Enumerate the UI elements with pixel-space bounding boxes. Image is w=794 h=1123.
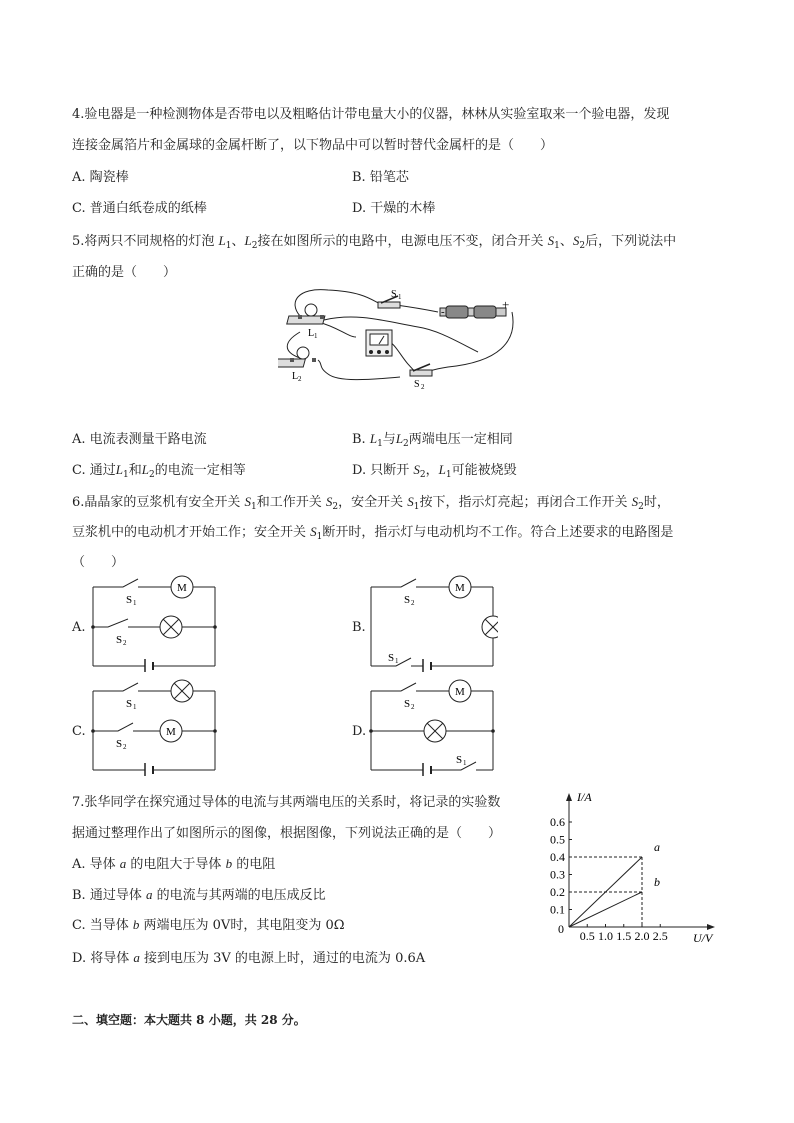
section-2-title: 二、填空题：本大题共 8 小题，共 28 分。 — [72, 1013, 306, 1027]
battery-icon — [440, 306, 506, 318]
q6-stem-line2: 豆浆机中的电动机才开始工作；安全开关 $S_1$断开时，指示灯与电动机均不工作。符合上述要求的电路图是 — [72, 524, 674, 542]
x-tick-label: 2.5 — [652, 929, 668, 943]
q6-circuit-a[interactable] — [88, 572, 220, 672]
q4-option-b[interactable]: B. 铅笔芯 — [352, 170, 409, 185]
q7-option-d[interactable]: D. 将导体 a 接到电压为 3V 的电源上时，通过的电流为 0.6A — [72, 950, 426, 966]
q6-circuit-d[interactable] — [366, 676, 498, 776]
series-label-a: a — [654, 840, 660, 854]
svg-text:2: 2 — [421, 383, 425, 391]
svg-text:L: L — [308, 328, 315, 339]
q7-stem-line2: 据通过整理作出了如图所示的图像，根据图像，下列说法正确的是（ ） — [72, 826, 502, 841]
q4-stem-line1: 4.验电器是一种检测物体是否带电以及粗略估计带电量大小的仪器，林林从实验室取来一个验电器，发现 — [72, 107, 670, 122]
svg-text:2: 2 — [298, 375, 302, 383]
svg-text:M: M — [177, 582, 187, 594]
x-axis-label: U/V — [693, 931, 713, 945]
svg-text:1: 1 — [314, 332, 318, 340]
x-axis-arrow — [707, 924, 715, 930]
q6-option-a-label[interactable]: A. — [72, 620, 86, 635]
svg-text:S: S — [126, 594, 133, 606]
q7-option-b[interactable]: B. 通过导体 a 的电流与其两端的电压成反比 — [72, 887, 326, 903]
svg-text:-: - — [441, 306, 445, 318]
svg-text:1: 1 — [395, 657, 399, 665]
svg-text:S: S — [456, 754, 463, 766]
q4-option-a[interactable]: A. 陶瓷棒 — [72, 170, 129, 185]
y-tick-label: 0.5 — [550, 832, 565, 847]
q6-option-d-label[interactable]: D. — [352, 724, 367, 739]
svg-text:1: 1 — [463, 759, 467, 767]
y-axis-arrow — [566, 793, 572, 801]
bulb-l1-icon — [287, 304, 325, 324]
q5-option-c[interactable]: C. 通过$L_1$和$L_2$的电流一定相等 — [72, 462, 246, 480]
switch-s1-icon — [378, 296, 400, 308]
svg-text:S: S — [414, 379, 420, 390]
y-tick-label: 0.4 — [550, 850, 565, 864]
svg-text:2: 2 — [411, 703, 415, 711]
svg-text:L: L — [292, 371, 299, 382]
svg-text:S: S — [404, 698, 411, 710]
svg-text:S: S — [404, 594, 411, 606]
svg-text:M: M — [166, 726, 176, 738]
q6-circuit-c[interactable] — [88, 676, 220, 776]
q6-option-b-label[interactable]: B. — [352, 620, 366, 635]
x-tick-label: 2.0 — [634, 929, 650, 943]
y-tick-label: 0.3 — [550, 867, 565, 882]
ammeter-icon — [366, 330, 392, 356]
q5-circuit-figure — [278, 282, 518, 392]
svg-text:1: 1 — [133, 703, 137, 711]
q5-stem-line1: 5.将两只不同规格的灯泡 $L_1$、$L_2$接在如图所示的电路中，电源电压不变，闭合开关 $S_1$、$S_2$后，下列说法中 — [72, 233, 677, 251]
q7-option-c[interactable]: C. 当导体 b 两端电压为 0V时，其电阻变为 0Ω — [72, 917, 345, 933]
svg-text:S: S — [116, 634, 123, 646]
svg-text:1: 1 — [398, 293, 402, 301]
svg-text:1: 1 — [133, 599, 137, 607]
q5-option-d[interactable]: D. 只断开 $S_2$，$L_1$可能被烧毁 — [352, 462, 517, 480]
svg-text:S: S — [116, 738, 123, 750]
svg-text:S: S — [126, 698, 133, 710]
y-tick-label: 0.2 — [550, 885, 565, 899]
y-axis-label: I/A — [577, 790, 592, 804]
svg-text:M: M — [455, 582, 465, 594]
q7-stem-line1: 7.张华同学在探究通过导体的电流与其两端电压的关系时，将记录的实验数 — [72, 795, 501, 810]
x-tick-label: 1.0 — [598, 929, 613, 943]
x-tick-label: 1.5 — [616, 929, 632, 943]
iu-graph — [545, 786, 730, 951]
q6-stem-line1: 6.晶晶家的豆浆机有安全开关 $S_1$和工作开关 $S_2$，安全开关 $S_1$按下，指示灯亮起；再闭合工作开关 $S_2$时， — [72, 494, 670, 512]
q5-option-b[interactable]: B. $L_1$与$L_2$两端电压一定相同 — [352, 431, 513, 449]
series-line-b — [569, 892, 642, 927]
chart-axes — [566, 793, 715, 930]
svg-text:2: 2 — [123, 639, 127, 647]
svg-text:S: S — [388, 652, 395, 664]
q4-option-d[interactable]: D. 干燥的木棒 — [352, 201, 436, 216]
x-tick-label: 0.5 — [579, 929, 595, 943]
q4-stem-line2: 连接金属箔片和金属球的金属杆断了，以下物品中可以暂时替代金属杆的是（ ） — [72, 138, 554, 153]
q4-option-c[interactable]: C. 普通白纸卷成的纸棒 — [72, 201, 207, 216]
series-label-b: b — [654, 875, 660, 889]
svg-text:2: 2 — [123, 743, 127, 751]
q5-option-a[interactable]: A. 电流表测量干路电流 — [72, 432, 207, 447]
q6-stem-line3: （ ） — [72, 555, 125, 570]
svg-text:+: + — [502, 297, 510, 312]
q7-option-a[interactable]: A. 导体 a 的电阻大于导体 b 的电阻 — [72, 856, 276, 872]
q6-circuit-b[interactable] — [366, 572, 498, 672]
svg-text:S: S — [391, 289, 397, 300]
y-tick-label: 0.6 — [550, 815, 565, 829]
q6-option-c-label[interactable]: C. — [72, 724, 86, 739]
q5-stem-line2: 正确的是（ ） — [72, 265, 177, 280]
origin-label: 0 — [558, 922, 564, 936]
svg-text:M: M — [455, 686, 465, 698]
y-tick-label: 0.1 — [550, 902, 565, 917]
svg-text:2: 2 — [411, 599, 415, 607]
switch-s2-icon — [410, 364, 432, 376]
